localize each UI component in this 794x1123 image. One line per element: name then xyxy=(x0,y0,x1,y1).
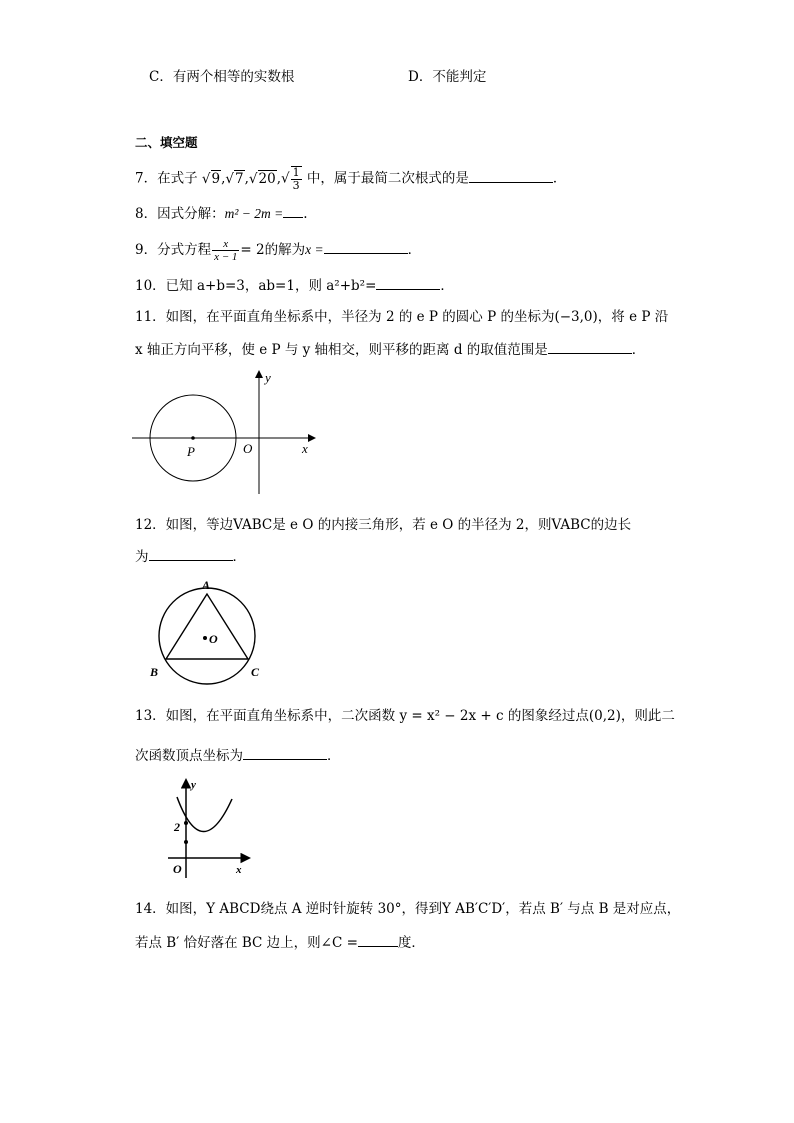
figure-parabola xyxy=(168,775,258,881)
triangle-abc xyxy=(166,594,248,659)
answer-blank-14[interactable] xyxy=(358,932,398,947)
option-c: C．有两个相等的实数根 xyxy=(149,69,295,85)
question-8: 8．因式分解：m² − 2m = . xyxy=(135,203,308,223)
question-14-line-1: 14．如图，Y ABCD绕点 A 逆时针旋转 30°，得到Y AB′C′D′，若点 B′ 与点 B 是对应点， xyxy=(135,901,681,917)
value-2-label: 2 xyxy=(174,820,180,834)
radical-20: √20 xyxy=(248,170,276,187)
question-11-line-2: x 轴正方向平移，使 e P 与 y 轴相交，则平移的距离 d 的取值范围是 ． xyxy=(135,339,645,359)
q7-prefix: 7．在式子 xyxy=(135,170,198,187)
figure-circle-axes xyxy=(128,368,328,498)
point-on-y-axis xyxy=(184,840,188,844)
origin-label: O xyxy=(243,441,253,456)
question-10: 10．已知 a+b=3，ab=1，则 a²+b²= ． xyxy=(135,275,454,295)
q7-suffix: 中，属于最简二次根式的是 xyxy=(306,170,469,187)
question-7: 7．在式子 √9,√7,√20,√ $\frac{1}{3}$ 中，属于最简二次根式的是 ． xyxy=(135,166,567,192)
answer-blank-11[interactable] xyxy=(548,339,632,354)
answer-blank-7[interactable] xyxy=(469,168,553,183)
figure-inscribed-triangle xyxy=(145,576,275,690)
vertex-b-label: B xyxy=(150,665,159,679)
question-12-line-2: 为 ． xyxy=(135,546,246,566)
question-12-line-1: 12．如图，等边VABC是 e O 的内接三角形，若 e O 的半径为 2，则VABC的边长 xyxy=(135,517,632,533)
question-13-line-1: 13．如图，在平面直角坐标系中，二次函数 y = x² − 2x + c 的图象经过点(0,2)，则此二 xyxy=(135,708,675,724)
radical-7: √7 xyxy=(225,170,244,187)
option-d: D．不能判定 xyxy=(408,69,487,85)
center-o-label: O xyxy=(209,632,218,646)
answer-blank-13[interactable] xyxy=(243,745,327,760)
origin-label: O xyxy=(173,862,182,876)
y-axis-label: y xyxy=(265,370,271,385)
answer-blank-10[interactable] xyxy=(376,275,440,290)
center-point-p xyxy=(191,436,195,440)
q9-fraction: $\frac{x}{x - 1}$ xyxy=(214,238,238,263)
point-0-2 xyxy=(184,821,188,825)
vertex-c-label: C xyxy=(251,665,260,679)
question-13-line-2: 次函数顶点坐标为 ． xyxy=(135,745,341,765)
x-axis-label: x xyxy=(236,864,242,876)
radical-fraction: √ $\frac{1}{3}$ xyxy=(280,166,300,192)
answer-blank-9[interactable] xyxy=(324,239,408,254)
vertex-a-label: A xyxy=(202,578,211,592)
question-14-line-2: 若点 B′ 恰好落在 BC 边上，则∠C = 度． xyxy=(135,932,425,952)
section-title: 二、填空题 xyxy=(135,135,198,150)
answer-blank-8[interactable] xyxy=(283,203,303,218)
radical-9: √9 xyxy=(201,170,221,187)
answer-blank-12[interactable] xyxy=(149,546,233,561)
q8-expression: m² − 2m = xyxy=(224,206,284,221)
point-p-label: P xyxy=(187,444,195,459)
question-9: 9．分式方程 $\frac{x}{x - 1}$ = 2的解为x = ． xyxy=(135,238,422,263)
y-axis-label: y xyxy=(191,779,196,791)
question-11-line-1: 11．如图，在平面直角坐标系中，半径为 2 的 e P 的圆心 P 的坐标为(−3,0)，将 e P 沿 xyxy=(135,309,669,325)
center-point-o xyxy=(203,636,207,640)
circle-o xyxy=(159,588,255,684)
x-axis-label: x xyxy=(302,441,308,456)
